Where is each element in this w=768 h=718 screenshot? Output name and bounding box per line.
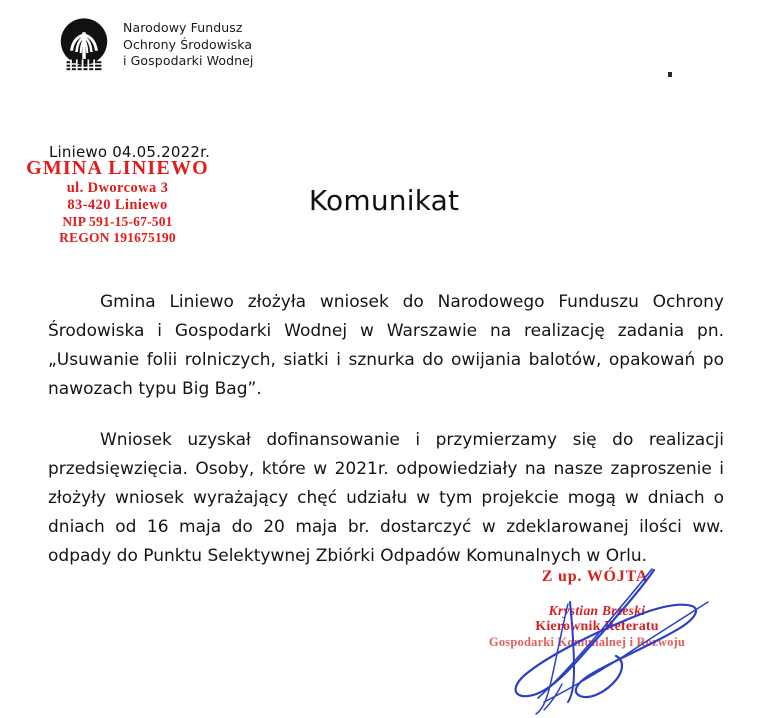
letterhead-line-2: Ochrony Środowiska <box>123 36 253 52</box>
letterhead-line-1: Narodowy Fundusz <box>123 20 243 36</box>
letterhead <box>55 16 254 74</box>
body-paragraph-2: Wniosek uzyskał dofinansowanie i przymierzamy się do realizacji przedsięwzięcia. Osoby, które w 2021r. odpowiedziały na nasze zaproszenie i złożyły wniosek wyrażający chęć udziału w tym projekcie mogą w dniach o dniach od 16 maja do 20 maja br. dostarczyć w zdeklarowanej ilości ww. odpady do Punktu Selektywnej Zbiórki Odpadów Komunalnych w Orlu. <box>48 430 724 566</box>
scan-artifact-speck <box>668 72 672 77</box>
page-title: Komunikat <box>308 184 460 217</box>
signatory-role: Kierownik Referatu <box>535 619 659 634</box>
stamp-nip: NIP 591-15-67-501 <box>62 214 173 229</box>
letterhead-text <box>123 20 254 70</box>
stamp-municipality-name: GMINA LINIEWO <box>26 157 209 179</box>
nfosigw-tree-logo <box>55 16 113 74</box>
signature-on-behalf-of-label: Z up. WÓJTA <box>541 568 649 585</box>
stamp-regon: REGON 191675190 <box>59 230 176 245</box>
body-paragraph-1: Gmina Liniewo złożyła wniosek do Narodowego Funduszu Ochrony Środowiska i Gospodarki Wodnej w Warszawie na realizację zadania pn. „Usuwanie folii rolniczych, siatki i sznurka do owijania balotów, opakowań po nawozach typu Big Bag”. <box>48 292 724 399</box>
letterhead-line-3: i Gospodarki Wodnej <box>123 53 254 69</box>
stamp-street: ul. Dworcowa 3 <box>66 180 169 196</box>
signatory-department: Gospodarki Komunalnej i Rozwoju <box>488 635 686 649</box>
stamp-postal-city: 83-420 Liniewo <box>67 197 168 213</box>
dateline: Liniewo 04.05.2022r. <box>48 143 211 161</box>
signatory-name: Krystian Brzeski <box>548 603 646 618</box>
document-body <box>48 288 724 571</box>
signature-block <box>440 556 768 718</box>
